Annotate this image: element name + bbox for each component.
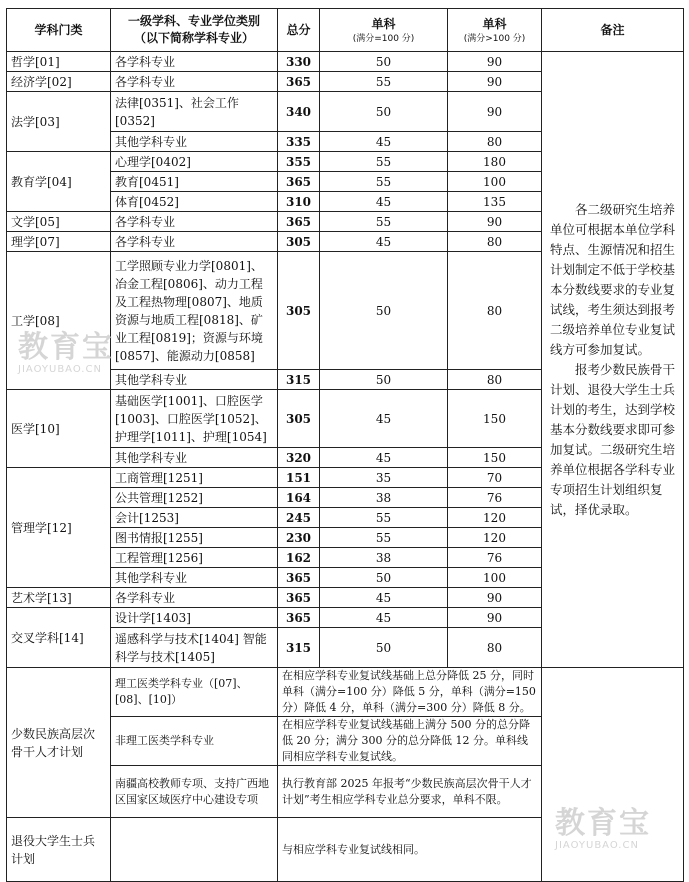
minority-rule-stem: 在相应学科专业复试线基础上总分降低 25 分，同时单科（满分=100 分）降低 5 分，单科（满分=150 分）降低 4 分，单科（满分=300 分）降低 8 分。 [278, 668, 542, 717]
total-cell: 151 [278, 468, 320, 488]
single-100-cell: 50 [320, 568, 448, 588]
single-gt100-cell: 90 [448, 608, 542, 628]
remark-empty-cell [542, 668, 684, 882]
major-cell: 工程管理[1256] [111, 548, 278, 568]
major-cell: 法律[0351]、社会工作[0352] [111, 92, 278, 132]
single-gt100-cell: 180 [448, 152, 542, 172]
single-100-cell: 38 [320, 548, 448, 568]
total-cell: 162 [278, 548, 320, 568]
major-cell: 设计学[1403] [111, 608, 278, 628]
major-cell: 各学科专业 [111, 72, 278, 92]
veteran-empty [111, 818, 278, 882]
single-100-cell: 35 [320, 468, 448, 488]
single-100-cell: 55 [320, 172, 448, 192]
single-100-cell: 50 [320, 52, 448, 72]
single-gt100-cell: 120 [448, 528, 542, 548]
total-cell: 320 [278, 448, 320, 468]
major-cell: 其他学科专业 [111, 132, 278, 152]
total-cell: 365 [278, 568, 320, 588]
total-cell: 310 [278, 192, 320, 212]
single-gt100-cell: 80 [448, 252, 542, 370]
category-cell: 哲学[01] [7, 52, 111, 72]
remark-paragraph-2: 报考少数民族骨干计划、退役大学生士兵计划的考生，达到学校基本分数线要求即可参加复试。二级研究生培养单位根据各学科专业专项招生计划组织复试，择优录取。 [550, 361, 676, 517]
total-cell: 335 [278, 132, 320, 152]
major-cell: 其他学科专业 [111, 448, 278, 468]
category-cell: 经济学[02] [7, 72, 111, 92]
minority-major-non-stem: 非理工医类学科专业 [111, 717, 278, 766]
total-cell: 365 [278, 212, 320, 232]
single-100-cell: 45 [320, 132, 448, 152]
total-cell: 330 [278, 52, 320, 72]
single-gt100-cell: 135 [448, 192, 542, 212]
remark-paragraph-1: 各二级研究生培养单位可根据本单位学科特点、生源情况和招生计划制定不低于学校基本分数线要求的专业复试线，考生须达到报考二级培养单位专业复试线方可参加复试。 [550, 201, 676, 357]
major-cell: 各学科专业 [111, 52, 278, 72]
minority-major-special: 南疆高校教师专项、支持广西地区国家区域医疗中心建设专项 [111, 766, 278, 818]
total-cell: 365 [278, 588, 320, 608]
total-cell: 305 [278, 232, 320, 252]
remark-cell [542, 52, 684, 668]
single-100-cell: 45 [320, 192, 448, 212]
single-gt100-cell: 76 [448, 548, 542, 568]
minority-rule-non-stem: 在相应学科专业复试线基础上满分 500 分的总分降低 20 分；满分 300 分的总分降低 12 分。单科线同相应学科专业复试线。 [278, 717, 542, 766]
single-gt100-cell: 100 [448, 172, 542, 192]
category-cell: 法学[03] [7, 92, 111, 152]
single-100-cell: 55 [320, 528, 448, 548]
category-cell: 医学[10] [7, 390, 111, 468]
veteran-rule: 与相应学科专业复试线相同。 [278, 818, 542, 882]
single-gt100-cell: 80 [448, 232, 542, 252]
single-100-cell: 50 [320, 628, 448, 668]
header-total: 总分 [278, 9, 320, 52]
single-gt100-cell: 90 [448, 92, 542, 132]
major-cell: 图书情报[1255] [111, 528, 278, 548]
total-cell: 365 [278, 72, 320, 92]
total-cell: 365 [278, 172, 320, 192]
single-gt100-cell: 80 [448, 628, 542, 668]
single-gt100-cell: 150 [448, 390, 542, 448]
single-100-cell: 45 [320, 232, 448, 252]
major-cell: 遥感科学与技术[1404] 智能科学与技术[1405] [111, 628, 278, 668]
single-100-cell: 45 [320, 390, 448, 448]
minority-rule-special: 执行教育部 2025 年报考“少数民族高层次骨干人才计划”考生相应学科专业总分要求，单科不限。 [278, 766, 542, 818]
single-100-cell: 38 [320, 488, 448, 508]
header-single-gt100: 单科 (满分>100 分) [448, 9, 542, 52]
major-cell: 公共管理[1252] [111, 488, 278, 508]
minority-major-stem: 理工医类学科专业（[07]、[08]、[10]） [111, 668, 278, 717]
header-single-100: 单科 (满分=100 分) [320, 9, 448, 52]
minority-label: 少数民族高层次骨干人才计划 [7, 668, 111, 818]
header-category: 学科门类 [7, 9, 111, 52]
total-cell: 355 [278, 152, 320, 172]
major-cell: 教育[0451] [111, 172, 278, 192]
single-gt100-cell: 100 [448, 568, 542, 588]
single-gt100-cell: 90 [448, 588, 542, 608]
single-100-cell: 45 [320, 608, 448, 628]
total-cell: 315 [278, 370, 320, 390]
single-100-cell: 55 [320, 152, 448, 172]
single-100-cell: 45 [320, 588, 448, 608]
single-gt100-cell: 120 [448, 508, 542, 528]
total-cell: 305 [278, 390, 320, 448]
single-100-cell: 50 [320, 252, 448, 370]
category-cell: 交叉学科[14] [7, 608, 111, 668]
category-cell: 管理学[12] [7, 468, 111, 588]
total-cell: 340 [278, 92, 320, 132]
single-100-cell: 55 [320, 212, 448, 232]
minority-row [7, 668, 684, 717]
major-cell: 其他学科专业 [111, 370, 278, 390]
major-cell: 各学科专业 [111, 588, 278, 608]
category-cell: 艺术学[13] [7, 588, 111, 608]
veteran-label: 退役大学生士兵计划 [7, 818, 111, 882]
watermark-right: 教育宝 JIAOYUBAO.CN [555, 806, 651, 851]
single-gt100-cell: 90 [448, 212, 542, 232]
major-cell: 工商管理[1251] [111, 468, 278, 488]
category-cell: 教育学[04] [7, 152, 111, 212]
single-100-cell: 55 [320, 508, 448, 528]
single-100-cell: 55 [320, 72, 448, 92]
major-cell: 体育[0452] [111, 192, 278, 212]
major-cell: 会计[1253] [111, 508, 278, 528]
single-100-cell: 45 [320, 448, 448, 468]
total-cell: 164 [278, 488, 320, 508]
single-gt100-cell: 90 [448, 52, 542, 72]
total-cell: 230 [278, 528, 320, 548]
total-cell: 365 [278, 608, 320, 628]
single-gt100-cell: 80 [448, 132, 542, 152]
single-gt100-cell: 70 [448, 468, 542, 488]
score-table [6, 8, 684, 882]
major-cell: 基础医学[1001]、口腔医学[1003]、口腔医学[1052]、护理学[1011]、护理[1054] [111, 390, 278, 448]
table-row [7, 52, 684, 72]
total-cell: 315 [278, 628, 320, 668]
major-cell: 各学科专业 [111, 212, 278, 232]
watermark-left: 教育宝 JIAOYUBAO.CN [18, 330, 114, 375]
header-remark: 备注 [542, 9, 684, 52]
total-cell: 245 [278, 508, 320, 528]
single-100-cell: 50 [320, 92, 448, 132]
single-gt100-cell: 90 [448, 72, 542, 92]
major-cell: 其他学科专业 [111, 568, 278, 588]
single-gt100-cell: 80 [448, 370, 542, 390]
single-gt100-cell: 150 [448, 448, 542, 468]
header-major: 一级学科、专业学位类别 （以下简称学科专业） [111, 9, 278, 52]
single-100-cell: 50 [320, 370, 448, 390]
category-cell: 文学[05] [7, 212, 111, 232]
category-cell: 工学[08] [7, 252, 111, 390]
single-gt100-cell: 76 [448, 488, 542, 508]
header-row [7, 9, 684, 52]
major-cell: 工学照顾专业力学[0801]、冶金工程[0806]、动力工程及工程热物理[0807]、地质资源与地质工程[0818]、矿业工程[0819]；资源与环境[0857]、能源动力[0858] [111, 252, 278, 370]
category-cell: 理学[07] [7, 232, 111, 252]
major-cell: 各学科专业 [111, 232, 278, 252]
major-cell: 心理学[0402] [111, 152, 278, 172]
total-cell: 305 [278, 252, 320, 370]
